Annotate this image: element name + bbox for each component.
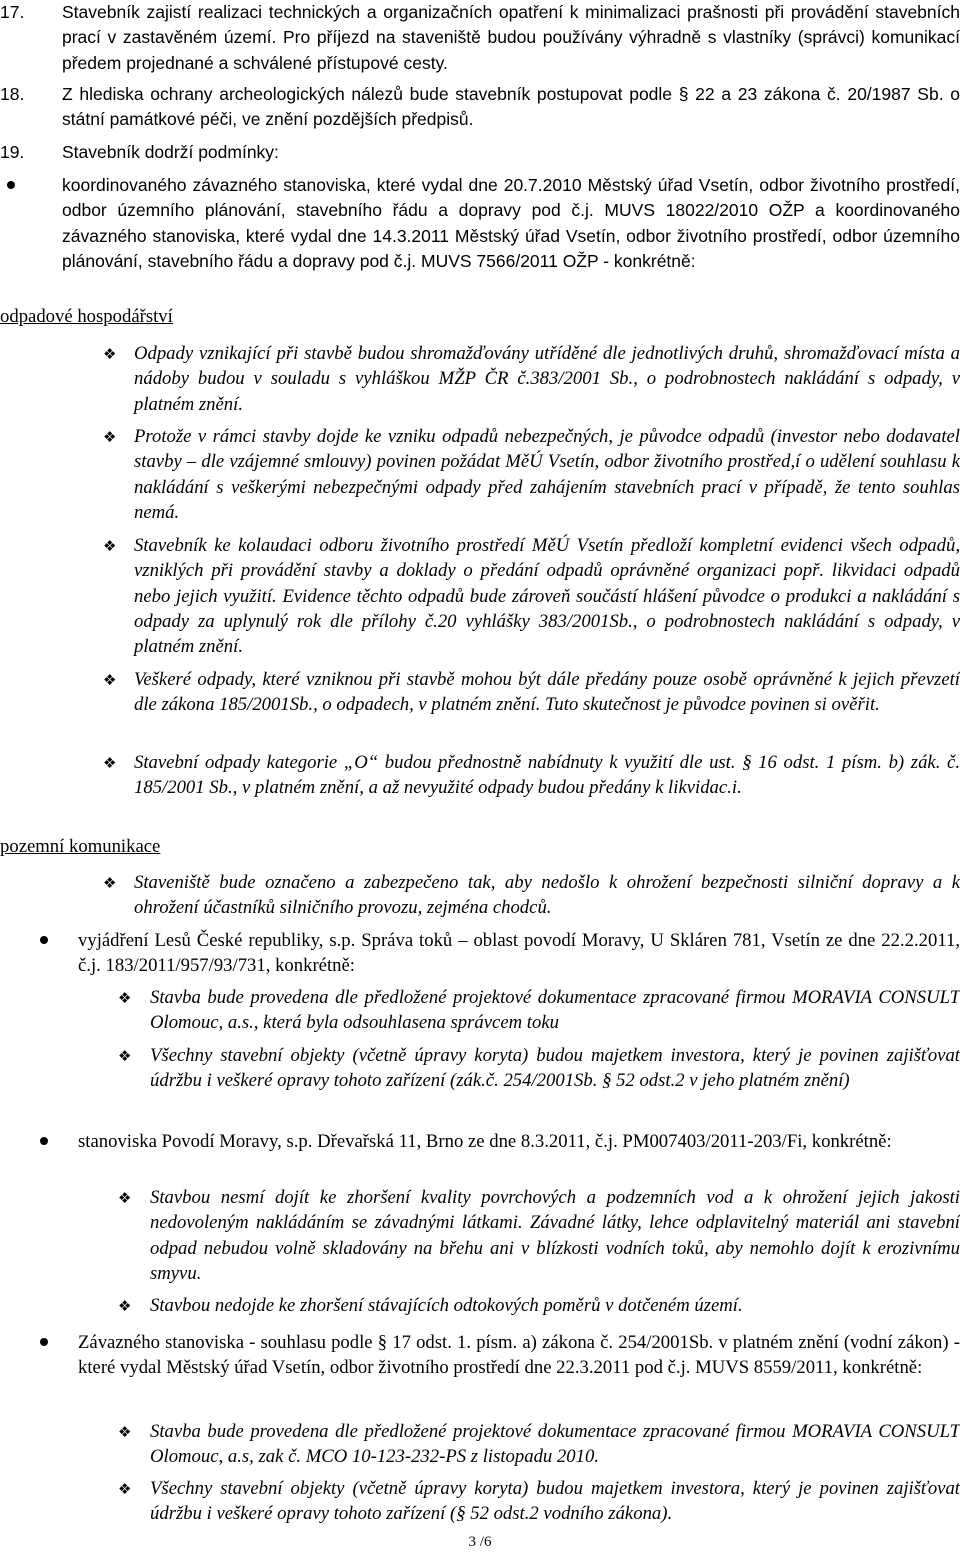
item-19 [0,140,960,165]
heading-roads: pozemní komunikace [0,836,161,857]
item-19-number: 19. [0,142,25,162]
bullet-3-text: stanoviska Povodí Moravy, s.p. Dřevařská 11, Brno ze dne 8.3.2011, č.j. PM007403/2011-203/Fi, konkrétně: [78,1131,892,1152]
item-18-text: Z hlediska ochrany archeologických nálezů bude stavebník postupovat podle § 22 a 23 zákona č. 20/1987 Sb. o státní památkové péči, ve znění pozdějších předpisů. [62,84,960,130]
road-item-1: Staveniště bude označeno a zabezpečeno tak, aby nedošlo k ohrožení bezpečnosti silniční dopravy a k ohrožení účastníků silničního provozu, zejména chodců. [134,872,960,919]
bullet-4-item-2: Všechny stavební objekty (včetně úpravy koryta) budou majetkem investora, který je povinen zajišťovat údržbu i veškeré opravy tohoto zařízení (§ 52 odst.2 vodního zákona). [150,1478,960,1525]
page-number: 3 /6 [468,1534,492,1550]
diamond-bullet-icon: ❖ [103,671,117,689]
diamond-bullet-icon: ❖ [103,428,117,446]
bullet-3-item-2: Stavbou nedojde ke zhoršení stávajících odtokových poměrů v dotčeném území. [150,1295,743,1316]
diamond-bullet-icon: ❖ [118,1423,132,1441]
bullet-dot [40,1338,48,1346]
item-18-number: 18. [0,84,25,104]
item-19-text: Stavebník dodrží podmínky: [62,142,279,162]
item-18 [0,82,960,133]
diamond-bullet-icon: ❖ [118,1047,132,1065]
waste-item-3: Stavebník ke kolaudaci odboru životního prostředí MěÚ Vsetín předloží kompletní evidenci všech odpadů, vzniklých při provádění stavby a doklady o předání odpadů oprávněné organizaci popř. likvidaci odpadů nebo jejich využití. Evidence těchto odpadů bude zároveň součástí hlášení původce o produkci a nakládání s odpady za uplynulý rok dle přílohy č.20 vyhlášky 383/2001Sb., o podrobnostech nakládání s odpady, v platném znění. [134,535,960,658]
item-17-number: 17. [0,2,25,22]
diamond-bullet-icon: ❖ [118,1480,132,1498]
waste-item-4: Veškeré odpady, které vzniknou při stavbě mohou být dále předány pouze osobě oprávněné k jejich převzetí dle zákona 185/2001Sb., o odpadech, v platném znění. Tuto skutečnost je původce povinen si ověřit. [134,669,960,716]
bullet-2-text: vyjádření Lesů České republiky, s.p. Správa toků – oblast povodí Moravy, U Skláren 781, Vsetín ze dne 22.2.2011, č.j. 183/2011/957/93/731, konkrétně: [78,930,960,977]
bullet-3-item-1: Stavbou nesmí dojít ke zhoršení kvality povrchových a podzemních vod a k ohrožení jejich jakosti nedovoleným nakládáním se závadnými látkami. Závadné látky, lehce odplavitelný materiál ani stavební odpad nebudou volně skladovány na břehu ani v blízkosti vodních toků, aby nemohlo dojít k erozivnímu smyvu. [150,1187,960,1284]
diamond-bullet-icon: ❖ [118,1297,132,1315]
diamond-bullet-icon: ❖ [103,537,117,555]
bullet-2-item-1: Stavba bude provedena dle předložené projektové dokumentace zpracované firmou MORAVIA CONSULT Olomouc, a.s., která byla odsouhlasena správcem toku [150,987,960,1034]
diamond-bullet-icon: ❖ [103,874,117,892]
waste-item-2: Protože v rámci stavby dojde ke vzniku odpadů nebezpečných, je původce odpadů (investor nebo dodavatel stavby – dle vzájemné smlouvy) povinen požádat MěÚ Vsetín, odbor životního prostřed,í o udělení souhlasu k nakládání s veškerými nebezpečnými odpady před zahájením stavebních prací v případě, že tento souhlas nemá. [134,426,960,523]
heading-waste: odpadové hospodářství [0,306,173,327]
item-17-text: Stavebník zajistí realizaci technických a organizačních opatření k minimalizaci prašnosti při provádění stavebních prací v zastavěném území. Pro příjezd na staveniště budou používány výhradně s vlastníky (správci) komunikací předem projednané a schválené přístupové cesty. [62,2,960,73]
bullet-2-item-2: Všechny stavební objekty (včetně úpravy koryta) budou majetkem investora, který je povinen zajišťovat údržbu i veškeré opravy tohoto zařízení (zák.č. 254/2001Sb. § 52 odst.2 v jeho platném znění) [150,1045,960,1092]
diamond-bullet-icon: ❖ [118,989,132,1007]
waste-item-1: Odpady vznikající při stavbě budou shromažďovány utříděné dle jednotlivých druhů, shromažďovací místa a nádoby budou v souladu s vyhláškou MŽP ČR č.383/2001 Sb., o podrobnostech nakládání s odpady, v platném znění. [134,343,960,415]
bullet-dot [40,1137,48,1145]
diamond-bullet-icon: ❖ [103,754,117,772]
diamond-bullet-icon: ❖ [118,1189,132,1207]
item-17 [0,0,960,76]
bullet-dot [40,936,48,944]
diamond-bullet-icon: ❖ [103,345,117,363]
bullet-4-item-1: Stavba bude provedena dle předložené projektové dokumentace zpracované firmou MORAVIA CONSULT Olomouc, a.s, zak č. MCO 10-123-232-PS z listopadu 2010. [150,1421,960,1468]
waste-item-5: Stavební odpady kategorie „O“ budou přednostně nabídnuty k využití dle ust. § 16 odst. 1 písm. b) zák. č. 185/2001 Sb., v platném znění, a až nevyužité odpady budou předány k likvidac.i. [134,752,960,799]
bullet-4-text: Závazného stanoviska - souhlasu podle § 17 odst. 1. písm. a) zákona č. 254/2001Sb. v platném znění (vodní zákon) - které vydal Městský úřad Vsetín, odbor životního prostředí dne 22.3.2011 pod č.j. MUVS 8559/2011, konkrétně: [78,1332,960,1379]
bullet-dot [7,181,15,189]
bullet-1-text: koordinovaného závazného stanoviska, které vydal dne 20.7.2010 Městský úřad Vsetín, odbor životního prostředí, odbor územního plánování, stavebního řádu a dopravy pod č.j. MUVS 18022/2010 OŽP a koordinovaného závazného stanoviska, které vydal dne 14.3.2011 Městský úřad Vsetín, odbor životního prostředí, odbor územního plánování, stavebního řádu a dopravy pod č.j. MUVS 7566/2011 OŽP - konkrétně: [62,175,960,271]
